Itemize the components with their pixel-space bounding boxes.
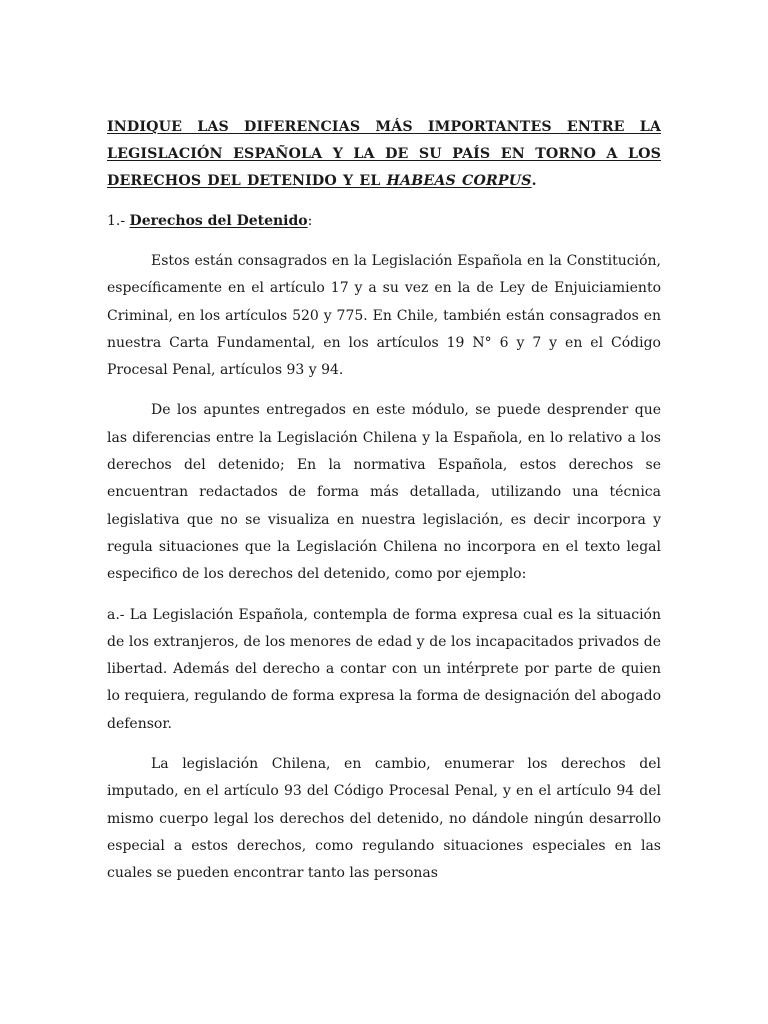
paragraph-point-a: a.- La Legislación Española, contempla de forma expresa cual es la situación de los extranjeros, de los menores de edad y de los incapacitados privados de libertad. Además del derecho a contar con un intérprete por parte de quien lo requiera, regulando de forma expresa la forma de designación del abogado defensor. xyxy=(107,606,661,732)
section-label: Derechos del Detenido xyxy=(129,213,308,229)
section-number: 1.- xyxy=(107,213,130,229)
document-title xyxy=(107,114,661,195)
paragraph-differences: De los apuntes entregados en este módulo, se puede desprender que las diferencias entre la Legislación Chilena y la Española, en lo relativo a los derechos del detenido; En la normativa Española, estos derechos se encuentran redactados de forma más detallada, utilizando una técnica legislativa que no se visualiza en nuestra legislación, es decir incorpora y regula situaciones que la Legislación Chilena no incorpora en el texto legal especifico de los derechos del detenido, como por ejemplo: xyxy=(107,402,661,583)
paragraph-chilean-legislation: La legislación Chilena, en cambio, enumerar los derechos del imputado, en el artículo 93 del Código Procesal Penal, y en el artículo 94 del mismo cuerpo legal los derechos del detenido, no dándole ningún desarrollo especial a estos derechos, como regulando situaciones especiales en las cuales se pueden encontrar tanto las personas xyxy=(107,756,661,882)
title-period: . xyxy=(531,173,537,189)
title-italic-term: HABEAS CORPUS xyxy=(386,173,532,189)
section-heading xyxy=(107,208,661,235)
paragraph-legal-basis: Estos están consagrados en la Legislación Española en la Constitución, específicamente en el artículo 17 y a su vez en la de Ley de Enjuiciamiento Criminal, en los artículos 520 y 775. En Chile, también están consagrados en nuestra Carta Fundamental, en los artículos 19 N° 6 y 7 y en el Código Procesal Penal, artículos 93 y 94. xyxy=(107,253,661,379)
title-text: INDIQUE LAS DIFERENCIAS MÁS IMPORTANTES ENTRE LA LEGISLACIÓN ESPAÑOLA Y LA DE SU PAÍS EN TORNO A LOS DERECHOS DEL DETENIDO Y EL xyxy=(107,119,661,189)
section-colon: : xyxy=(307,213,313,229)
